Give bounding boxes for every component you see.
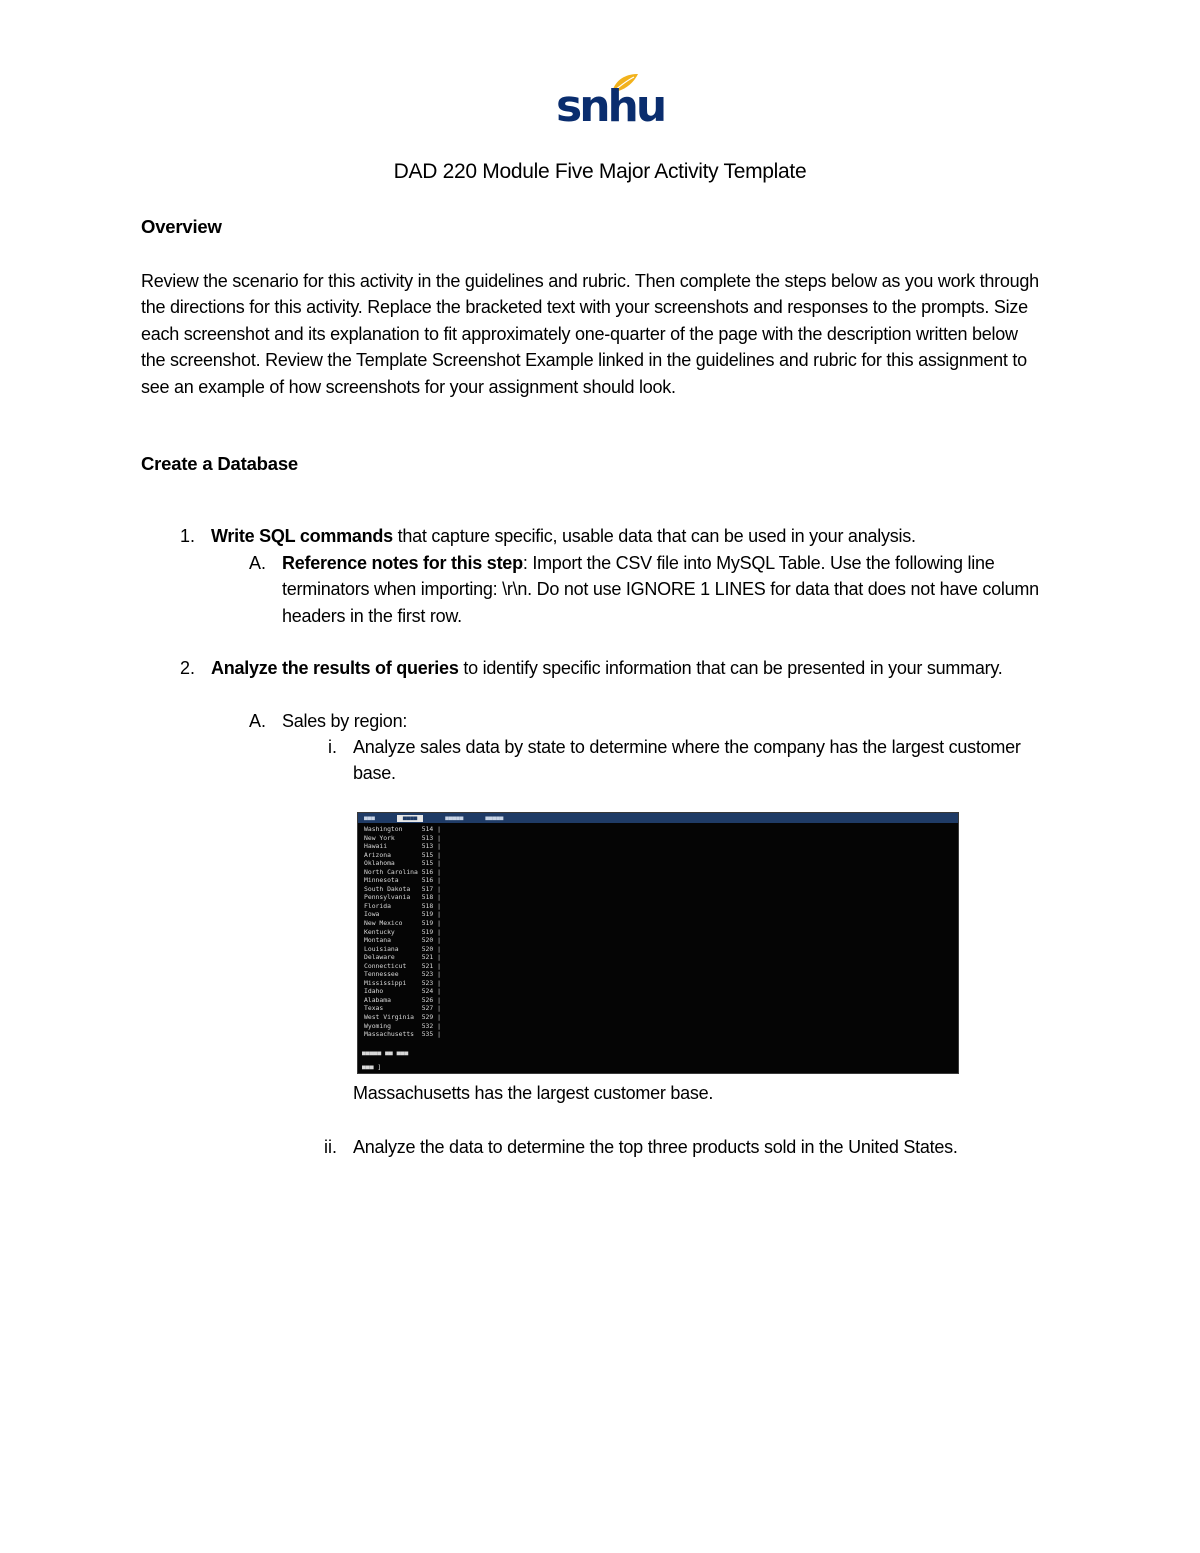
query-results-screenshot: [357, 812, 959, 1074]
item-1a-bold: Reference notes for this step: [282, 553, 523, 573]
terminal-tab: ■■■: [364, 814, 375, 822]
snhu-logo: [552, 70, 665, 136]
item-2a-i-marker: i.: [328, 737, 337, 757]
item-2a-ii-text: Analyze the data to determine the top three products sold in the United States.: [353, 1137, 958, 1157]
result-row: Texas 527 |: [364, 1004, 441, 1013]
result-row: Hawaii 513 |: [364, 842, 441, 851]
result-row: Washington 514 |: [364, 825, 441, 833]
result-rows: [364, 825, 441, 1039]
result-row: Alabama 526 |: [364, 995, 441, 1004]
result-row: Florida 518 |: [364, 901, 441, 910]
result-row: Idaho 524 |: [364, 987, 441, 996]
item-2a-marker: A.: [248, 711, 266, 731]
result-row: Connecticut 521 |: [364, 961, 441, 970]
item-2-bold: Analyze the results of queries: [211, 658, 459, 678]
result-row: Mississippi 523 |: [364, 978, 441, 987]
item-2a-i-text: Analyze sales data by state to determine where the company has the largest customer base.: [353, 737, 1021, 784]
item-2a-text: Sales by region:: [282, 711, 408, 731]
overview-text: Review the scenario for this activity in the guidelines and rubric. Then complete the steps below as you work through the directions for this activity. Replace the bracketed text with your screenshots and responses to the prompts. Size each screenshot and its explanation to fit approximately one-quarter of the page with the description written below the screenshot. Review the Template Screenshot Example linked in the guidelines and rubric for this assignment to see an example of how screenshots for your assignment should look.: [141, 271, 1039, 397]
item-2-text: to identify specific information that can be presented in your summary.: [458, 658, 1003, 678]
terminal-tab: ■■■■■: [485, 814, 504, 822]
result-row: Montana 520 |: [364, 936, 441, 945]
result-row: Massachusetts 535 |: [364, 1030, 441, 1039]
item-1-marker: 1.: [179, 526, 195, 546]
result-row: Louisiana 520 |: [364, 944, 441, 953]
item-1a: [282, 550, 1052, 629]
item-1-bold: Write SQL commands: [211, 526, 393, 546]
result-row: Kentucky 519 |: [364, 927, 441, 936]
item-2: [211, 655, 1051, 681]
result-row: New York 513 |: [364, 833, 441, 842]
item-1-text: that capture specific, usable data that can be used in your analysis.: [392, 526, 916, 546]
result-row: Oklahoma 515 |: [364, 859, 441, 868]
terminal-tab-active: ■■■■: [397, 815, 423, 822]
result-row: South Dakota 517 |: [364, 884, 441, 893]
row-count-line: ■■■■■ ■■ ■■■: [362, 1049, 409, 1057]
terminal-tab-bar: [358, 813, 958, 823]
result-row: North Carolina 516 |: [364, 867, 441, 876]
item-1: [211, 523, 1051, 549]
item-2-marker: 2.: [179, 658, 195, 678]
result-row: Iowa 519 |: [364, 910, 441, 919]
result-row: Minnesota 516 |: [364, 876, 441, 885]
overview-heading: Overview: [141, 216, 222, 237]
result-row: Pennsylvania 518 |: [364, 893, 441, 902]
item-2a-ii-marker: ii.: [324, 1137, 337, 1157]
screenshot-caption: Massachusetts has the largest customer base.: [353, 1083, 714, 1103]
terminal-tab: ■■■■■: [445, 814, 464, 822]
result-row: New Mexico 519 |: [364, 919, 441, 928]
result-row: Wyoming 532 |: [364, 1021, 441, 1030]
logo-wordmark: snhu: [556, 81, 665, 132]
item-1a-text: : Import the CSV file into MySQL Table. Use the following line terminators when importing: \r\n. Do not use IGNORE 1 LINES for data that does not have column headers in the first row.: [282, 553, 1039, 626]
section-heading: Create a Database: [141, 453, 299, 474]
result-row: Delaware 521 |: [364, 953, 441, 962]
result-row: West Virginia 529 |: [364, 1013, 441, 1022]
result-row: Arizona 515 |: [364, 850, 441, 859]
result-row: Tennessee 523 |: [364, 970, 441, 979]
item-1a-marker: A.: [248, 553, 266, 573]
terminal-prompt[interactable]: ■■■ ]: [362, 1063, 382, 1071]
page-title: DAD 220 Module Five Major Activity Template: [393, 160, 807, 183]
